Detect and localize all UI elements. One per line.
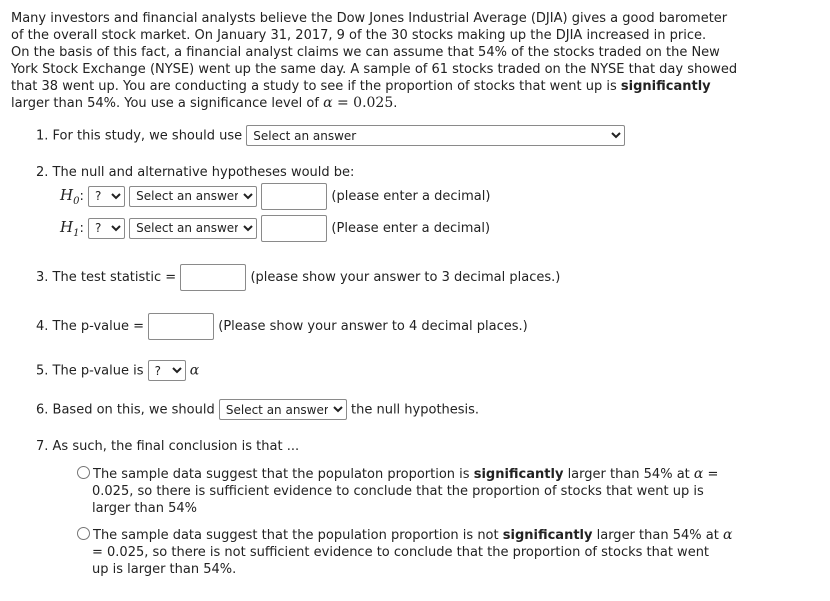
question-3-hint: (please show your answer to 3 decimal places.) — [250, 270, 561, 285]
intro-text: that 38 went up. You are conducting a study to see if the proportion of stocks that went up is — [11, 79, 621, 94]
intro-line — [11, 95, 726, 112]
intro-text: larger than 54%. You use a significance level of — [11, 96, 324, 111]
option-2-text: The sample data suggest that the population proportion is not — [93, 528, 503, 543]
question-1-label: 1. For this study, we should use — [36, 128, 243, 144]
alpha-symbol: α — [722, 527, 733, 543]
question-4-label: 4. The p-value = — [36, 319, 144, 334]
question-4-hint: (Please show your answer to 4 decimal places.) — [218, 319, 528, 334]
intro-line — [11, 78, 726, 95]
p-value-input[interactable] — [148, 313, 214, 340]
conclusion-radio-1[interactable] — [77, 466, 90, 479]
question-6-label: 6. Based on this, we should — [36, 402, 215, 418]
h0-letter: H — [60, 186, 74, 204]
equals-sign: = — [332, 95, 354, 111]
alpha-value: 0.025 — [353, 95, 394, 111]
alpha-symbol: α — [189, 362, 200, 379]
h1-letter: H — [60, 218, 74, 236]
option-2-bold: significantly — [502, 528, 593, 543]
option-2-line-3: up is larger than 54%. — [92, 562, 237, 577]
alpha-symbol: α — [323, 95, 333, 111]
option-1-text: The sample data suggest that the populaton proportion is — [93, 467, 474, 482]
alt-hypothesis-row — [60, 215, 490, 242]
option-2-text: larger than 54% at — [592, 528, 723, 543]
h1-value-input[interactable] — [261, 215, 327, 242]
null-hypothesis-row — [60, 183, 490, 210]
problem-statement — [11, 10, 738, 112]
question-6-suffix: the null hypothesis. — [351, 402, 480, 418]
period: . — [393, 96, 398, 111]
option-1-text: larger than 54% at — [563, 467, 694, 482]
h1-label — [60, 218, 80, 239]
question-2-label: 2. The null and alternative hypotheses would be: — [36, 165, 355, 180]
test-statistic-input[interactable] — [180, 264, 246, 291]
alpha-symbol: α — [693, 466, 704, 482]
question-5-label: 5. The p-value is — [36, 363, 144, 379]
intro-line: On the basis of this fact, a financial analyst claims we can assume that 54% of the stocks traded on the New — [11, 45, 720, 60]
h0-parameter-select[interactable] — [129, 186, 257, 207]
h0-subscript: 0 — [73, 196, 80, 207]
intro-line: of the overall stock market. On January 31, 2017, 9 of the 30 stocks making up the DJIA increased in price. — [11, 28, 707, 43]
conclusion-option-2[interactable] — [77, 527, 733, 578]
conclusion-radio-2[interactable] — [77, 527, 90, 540]
option-1-line-1 — [77, 466, 719, 483]
question-6 — [36, 399, 479, 420]
option-2-line-1 — [77, 527, 733, 544]
h0-hint: (please enter a decimal) — [331, 189, 491, 204]
h1-colon: : — [79, 221, 84, 236]
option-1-line-2: 0.025, so there is sufficient evidence to conclude that the proportion of stocks that went up is — [92, 484, 704, 499]
question-1 — [36, 125, 625, 146]
h1-subscript: 1 — [73, 228, 80, 239]
option-1-equals: = — [703, 467, 719, 482]
question-3 — [36, 264, 560, 291]
h0-value-input[interactable] — [261, 183, 327, 210]
p-value-comparison-select[interactable] — [148, 360, 186, 381]
question-3-label: 3. The test statistic = — [36, 270, 177, 285]
intro-bold-text: significantly — [620, 79, 711, 94]
option-1-line-3: larger than 54% — [92, 501, 197, 516]
intro-line: Many investors and financial analysts believe the Dow Jones Industrial Average (DJIA) gives a good barometer — [11, 11, 728, 26]
conclusion-option-1[interactable] — [77, 466, 719, 517]
question-7-label: 7. As such, the final conclusion is that ... — [36, 439, 300, 454]
question-5 — [36, 360, 199, 381]
h1-hint: (Please enter a decimal) — [331, 221, 491, 236]
test-type-select[interactable] — [246, 125, 625, 146]
h0-operator-select[interactable] — [88, 186, 125, 207]
h0-label — [60, 186, 80, 207]
intro-line: York Stock Exchange (NYSE) went up the same day. A sample of 61 stocks traded on the NYSE that day showed — [11, 62, 738, 77]
option-1-bold: significantly — [473, 467, 564, 482]
option-2-line-2: = 0.025, so there is not sufficient evidence to conclude that the proportion of stocks that went — [92, 545, 710, 560]
decision-select[interactable] — [219, 399, 347, 420]
h1-parameter-select[interactable] — [129, 218, 257, 239]
question-4 — [36, 313, 528, 340]
h1-operator-select[interactable] — [88, 218, 125, 239]
h0-colon: : — [79, 189, 84, 204]
